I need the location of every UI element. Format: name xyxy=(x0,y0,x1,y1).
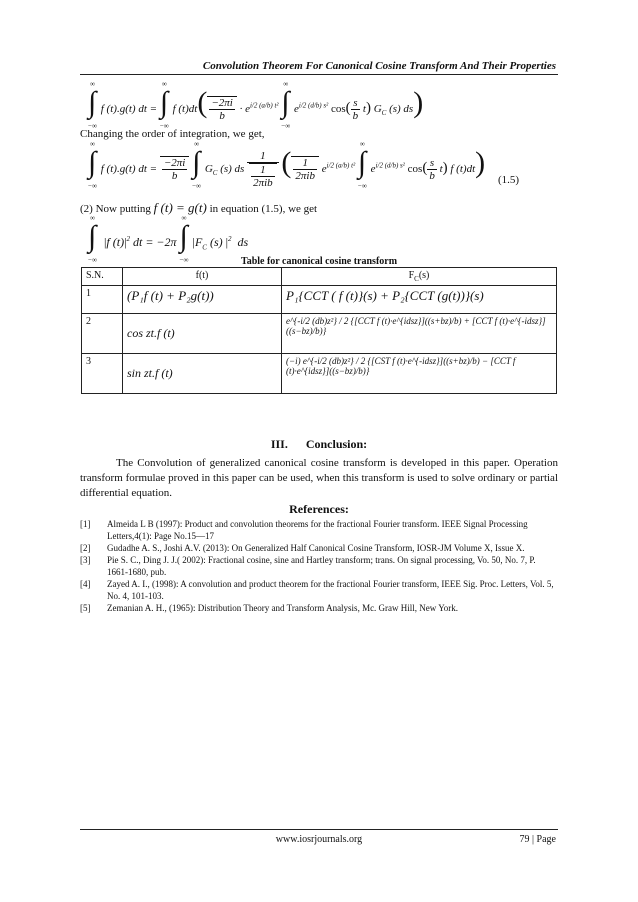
reference-item xyxy=(80,602,558,614)
reference-text: Pie S. C., Ding J. J.( 2002): Fractional cosine, sine and Hartley transform; trans. On signal processing, Vo. 50, No. 7, P. 1661-1680, pub. xyxy=(107,555,536,577)
reference-text: Gudadhe A. S., Joshi A.V. (2013): On Generalized Half Canonical Cosine Transform, IOSR-JM Volume X, Issue X. xyxy=(107,543,525,553)
transform-table xyxy=(81,267,557,394)
row-fc: e^{-i/2 (db)z²} / 2 {[CCT f (t)·e^{idsz}]((s+bz)/b) + [CCT f (t)·e^{-idsz}]((s−bz)/b)} xyxy=(282,314,557,354)
table-row xyxy=(82,286,557,314)
references-heading: References: xyxy=(289,502,349,516)
footer-url[interactable]: www.iosrjournals.org xyxy=(275,834,363,845)
reference-number: [3] xyxy=(80,555,91,565)
row-sn: 1 xyxy=(82,286,123,314)
header-fc: $F_C(s)$ xyxy=(282,268,557,286)
now-putting-prefix: (2) Now putting xyxy=(80,203,151,215)
running-header: Convolution Theorem For Canonical Cosine Transform And Their Properties xyxy=(202,60,556,72)
conclusion-heading: III. Conclusion: xyxy=(270,437,368,451)
header-rule xyxy=(80,74,558,75)
row-sn: 3 xyxy=(82,354,123,394)
header-sn: S.N. xyxy=(82,268,123,286)
row-fc: (−i) e^{-i/2 (db)z²} / 2 {[CST f (t)·e^{-idsz}]((s+bz)/b) − [CCT f (t)·e^{idsz}]((s−bz)/b)} xyxy=(282,354,557,394)
page-number: 79 | Page xyxy=(519,834,556,845)
equation-2: ∞ ∫ −∞ |f $(t)|^2$ dt = −2π ∞ ∫ −∞ $|F_C$ (s) $|^2$ ds xyxy=(88,214,249,264)
reference-number: [4] xyxy=(80,579,91,589)
reference-item xyxy=(80,518,558,542)
row-fc: P₁{CCT ( f (t)}(s) + P₂{CCT (g(t))}(s) xyxy=(282,286,557,314)
table-title: Table for canonical cosine transform xyxy=(240,256,398,267)
equation-number: (1.5) xyxy=(498,174,520,186)
reference-item xyxy=(80,578,558,602)
now-putting-equation: f (t) = g(t) xyxy=(153,200,207,215)
row-ft: (P₁f (t) + P₂g(t)) xyxy=(123,286,282,314)
now-putting-suffix: in equation (1.5), we get xyxy=(209,203,318,215)
equation-1: ∞ ∫ −∞ f (t).g(t) dt = ∞ ∫ −∞ f (t)dt( $\frac{-2\pi i}{b}$ · $e^{i/2 (a/b) t^2}$ ∞ ∫ −∞ $e^{i/2 (d/b) s^2}$ cos( $\frac{s}{b}$ t) $G_C$ (s) ds) xyxy=(88,80,424,130)
reference-number: [5] xyxy=(80,603,91,613)
table-header-row xyxy=(82,268,557,286)
reference-item xyxy=(80,542,558,554)
reference-text: Zemanian A. H., (1965): Distribution Theory and Transform Analysis, Mc. Graw Hill, New York. xyxy=(107,603,459,613)
footer-rule xyxy=(80,829,558,830)
table-row xyxy=(82,354,557,394)
reference-item xyxy=(80,554,558,578)
equation-1-5: ∞ ∫ −∞ f (t).g(t) dt = $\frac{-2\pi i}{b}$ ∞ ∫ −∞ $G_C$ (s) ds $\frac{1}{\frac{1}{\text{2πib}}}$ ( $\frac{1}{\text{2πib}}$ $e^{i/2 (a/b) t^2}$ ∞ ∫ −∞ $e^{i/2 (d/b) s^2}$ cos( $\frac{s}{b}$ t) f (t)dt) xyxy=(88,140,486,190)
reference-text: Zayed A. I., (1998): A convolution and product theorem for the fractional Fourier transform, IEEE Sig. Proc. Letters, Vol. 5, No. 4, 101-103. xyxy=(107,579,554,601)
header-ft: f(t) xyxy=(123,268,282,286)
row-ft: sin zt.f (t) xyxy=(123,354,282,394)
table-row xyxy=(82,314,557,354)
reference-number: [1] xyxy=(80,519,91,529)
row-ft: cos zt.f (t) xyxy=(123,314,282,354)
reference-text: Almeida L B (1997): Product and convolution theorems for the fractional Fourier transform. IEEE Signal Processing Letters,4(1): Page No.15—17 xyxy=(107,519,528,541)
changing-order-text: Changing the order of integration, we get, xyxy=(80,128,265,140)
row-sn: 2 xyxy=(82,314,123,354)
reference-number: [2] xyxy=(80,543,91,553)
references-list xyxy=(80,518,558,614)
conclusion-text: The Convolution of generalized canonical cosine transform is developed in this paper. Operation transform formulae proved in this paper can be used, when this transform is used to solve ordinary or partial differential equation. xyxy=(80,457,558,499)
now-putting-line xyxy=(80,200,317,216)
